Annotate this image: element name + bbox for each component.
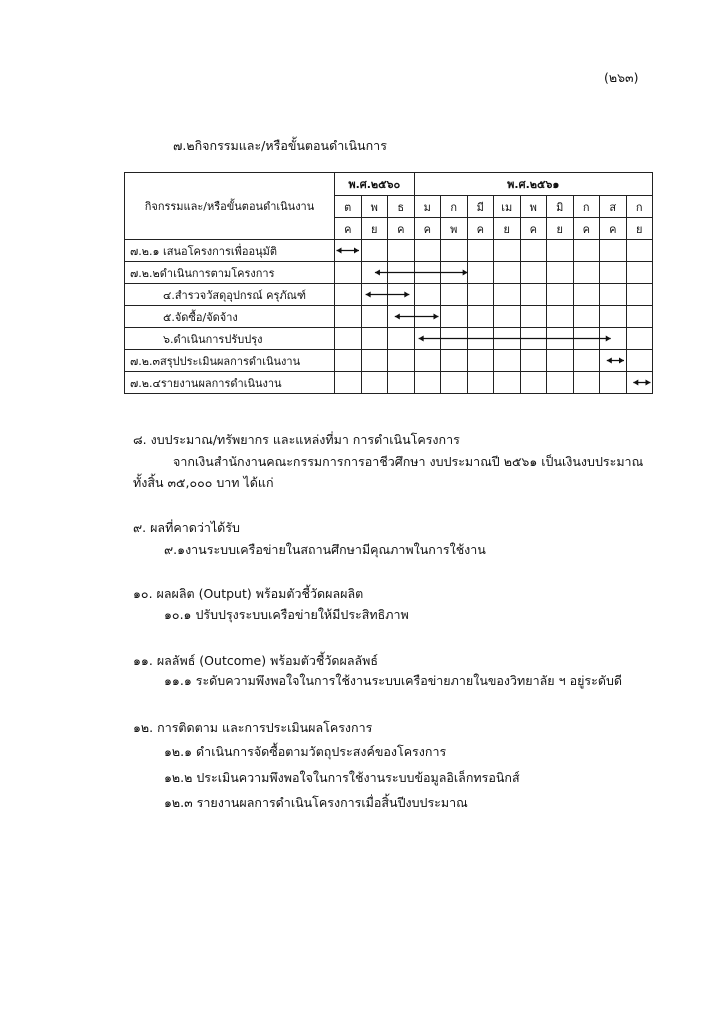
timeline-cell <box>626 328 653 350</box>
timeline-cell <box>547 306 574 328</box>
timeline-cell <box>494 350 521 372</box>
timeline-cell <box>441 328 468 350</box>
timeline-cell <box>414 328 441 350</box>
month-header-cell: พ <box>361 196 388 218</box>
timeline-cell <box>467 350 494 372</box>
section-8-line-1: จากเงินสำนักงานคณะกรรมการการอาชีวศึกษา งบประมาณปี ๒๕๖๑ เป็นเงินงบประมาณ <box>173 454 644 469</box>
month-header-cell: เม <box>494 196 521 218</box>
activity-label: ๔.สำรวจวัสดุอุปกรณ์ ครุภัณฑ์ <box>125 284 335 306</box>
timeline-cell <box>388 372 415 394</box>
gantt-row <box>125 262 653 284</box>
gantt-row <box>125 284 653 306</box>
section-12-title: ๑๒. การติดตาม และการประเมินผลโครงการ <box>133 720 373 735</box>
timeline-cell <box>626 262 653 284</box>
year-header: พ.ศ.๒๕๖๑ <box>414 173 653 196</box>
gantt-row <box>125 240 653 262</box>
timeline-cell <box>335 350 362 372</box>
timeline-cell <box>361 306 388 328</box>
timeline-cell <box>626 350 653 372</box>
gantt-table <box>124 172 653 394</box>
month-header-cell: ค <box>414 218 441 240</box>
month-header-cell: มี <box>467 196 494 218</box>
timeline-cell <box>547 240 574 262</box>
timeline-cell <box>626 284 653 306</box>
activity-column-header: กิจกรรมและ/หรือขั้นตอนดำเนินงาน <box>125 173 335 240</box>
timeline-cell <box>335 284 362 306</box>
timeline-cell <box>494 306 521 328</box>
gantt-row <box>125 372 653 394</box>
timeline-cell <box>600 328 627 350</box>
month-header-cell: ค <box>467 218 494 240</box>
timeline-cell <box>520 240 547 262</box>
timeline-cell <box>573 262 600 284</box>
month-header-cell: ย <box>494 218 521 240</box>
timeline-cell <box>335 240 362 262</box>
timeline-cell <box>441 350 468 372</box>
timeline-cell <box>414 262 441 284</box>
timeline-cell <box>414 372 441 394</box>
page-number: (๒๖๓) <box>604 70 639 85</box>
timeline-cell <box>573 240 600 262</box>
month-header-cell: มิ <box>547 196 574 218</box>
timeline-cell <box>441 372 468 394</box>
timeline-cell <box>494 284 521 306</box>
timeline-cell <box>467 372 494 394</box>
timeline-cell <box>414 350 441 372</box>
gantt-title: ๗.๒กิจกรรมและ/หรือขั้นตอนดำเนินการ <box>173 138 387 153</box>
timeline-cell <box>626 240 653 262</box>
timeline-cell <box>520 350 547 372</box>
timeline-cell <box>494 328 521 350</box>
timeline-cell <box>467 328 494 350</box>
timeline-cell <box>547 328 574 350</box>
timeline-cell <box>414 240 441 262</box>
timeline-cell <box>547 284 574 306</box>
timeline-cell <box>547 350 574 372</box>
section-8-line-2: ทั้งสิ้น ๓๕,๐๐๐ บาท ได้แก่ <box>133 475 274 490</box>
timeline-cell <box>600 372 627 394</box>
section-11-title: ๑๑. ผลลัพธ์ (Outcome) พร้อมตัวชี้วัดผลลัพธ์ <box>133 653 379 668</box>
timeline-cell <box>467 306 494 328</box>
timeline-cell <box>600 306 627 328</box>
timeline-cell <box>467 240 494 262</box>
month-header-cell: ม <box>414 196 441 218</box>
month-header-cell: ค <box>335 218 362 240</box>
activity-label: ๗.๒.๒ดำเนินการตามโครงการ <box>125 262 335 284</box>
timeline-cell <box>441 306 468 328</box>
month-header-cell: ต <box>335 196 362 218</box>
timeline-cell <box>600 262 627 284</box>
timeline-cell <box>626 372 653 394</box>
activity-label: ๗.๒.๑ เสนอโครงการเพื่ออนุมัติ <box>125 240 335 262</box>
timeline-cell <box>520 372 547 394</box>
timeline-cell <box>361 372 388 394</box>
timeline-cell <box>414 306 441 328</box>
month-header-cell: ก <box>626 196 653 218</box>
timeline-cell <box>335 306 362 328</box>
timeline-cell <box>441 262 468 284</box>
section-9-title: ๙. ผลที่คาดว่าได้รับ <box>133 520 240 535</box>
timeline-cell <box>335 372 362 394</box>
month-header-cell: ย <box>626 218 653 240</box>
section-8-title: ๘. งบประมาณ/ทรัพยากร และแหล่งที่มา การดำเนินโครงการ <box>133 432 460 447</box>
gantt-row <box>125 306 653 328</box>
timeline-cell <box>467 284 494 306</box>
timeline-cell <box>573 306 600 328</box>
timeline-cell <box>388 262 415 284</box>
timeline-cell <box>361 350 388 372</box>
timeline-cell <box>361 328 388 350</box>
month-header-cell: พ <box>441 218 468 240</box>
timeline-cell <box>520 328 547 350</box>
timeline-cell <box>573 284 600 306</box>
timeline-cell <box>388 350 415 372</box>
month-header-cell: พ <box>520 196 547 218</box>
timeline-cell <box>441 240 468 262</box>
timeline-cell <box>441 284 468 306</box>
timeline-cell <box>573 350 600 372</box>
gantt-row <box>125 328 653 350</box>
section-10-title: ๑๐. ผลผลิต (Output) พร้อมตัวชี้วัดผลผลิต <box>133 586 364 601</box>
month-header-cell: ส <box>600 196 627 218</box>
timeline-cell <box>520 306 547 328</box>
month-header-cell: ค <box>573 218 600 240</box>
section-10-line-1: ๑๐.๑ ปรับปรุงระบบเครือข่ายให้มีประสิทธิภาพ <box>164 607 409 622</box>
timeline-cell <box>361 240 388 262</box>
month-header-cell: ย <box>361 218 388 240</box>
activity-label: ๗.๒.๓สรุปประเมินผลการดำเนินงาน <box>125 350 335 372</box>
timeline-cell <box>626 306 653 328</box>
timeline-cell <box>494 372 521 394</box>
timeline-cell <box>388 306 415 328</box>
timeline-cell <box>335 328 362 350</box>
timeline-cell <box>600 284 627 306</box>
timeline-cell <box>547 372 574 394</box>
timeline-cell <box>573 328 600 350</box>
timeline-cell <box>388 328 415 350</box>
timeline-cell <box>335 262 362 284</box>
timeline-cell <box>361 262 388 284</box>
month-header-cell: ก <box>573 196 600 218</box>
month-header-cell: ค <box>520 218 547 240</box>
year-header: พ.ศ.๒๕๖๐ <box>335 173 415 196</box>
section-12-line-2: ๑๒.๒ ประเมินความพึงพอใจในการใช้งานระบบข้อมูลอิเล็กทรอนิกส์ <box>164 770 520 785</box>
timeline-cell <box>494 262 521 284</box>
section-12-line-1: ๑๒.๑ ดำเนินการจัดซื้อตามวัตถุประสงค์ของโครงการ <box>164 744 447 759</box>
timeline-cell <box>600 350 627 372</box>
timeline-cell <box>388 284 415 306</box>
gantt-row <box>125 350 653 372</box>
section-11-line-1: ๑๑.๑ ระดับความพึงพอใจในการใช้งานระบบเครือข่ายภายในของวิทยาลัย ฯ อยู่ระดับดี <box>164 673 623 688</box>
timeline-cell <box>573 372 600 394</box>
timeline-cell <box>520 284 547 306</box>
timeline-cell <box>388 240 415 262</box>
timeline-cell <box>467 262 494 284</box>
timeline-cell <box>361 284 388 306</box>
month-header-cell: ธ <box>388 196 415 218</box>
month-header-cell: ก <box>441 196 468 218</box>
activity-label: ๖.ดำเนินการปรับปรุง <box>125 328 335 350</box>
month-header-cell: ค <box>600 218 627 240</box>
activity-label: ๕.จัดซื้อ/จัดจ้าง <box>125 306 335 328</box>
section-9-line-1: ๙.๑งานระบบเครือข่ายในสถานศึกษามีคุณภาพในการใช้งาน <box>164 542 486 557</box>
section-12-line-3: ๑๒.๓ รายงานผลการดำเนินโครงการเมื่อสิ้นปีงบประมาณ <box>164 795 468 810</box>
month-header-cell: ย <box>547 218 574 240</box>
timeline-cell <box>520 262 547 284</box>
timeline-cell <box>547 262 574 284</box>
timeline-cell <box>600 240 627 262</box>
month-header-cell: ค <box>388 218 415 240</box>
timeline-cell <box>414 284 441 306</box>
activity-label: ๗.๒.๔รายงานผลการดำเนินงาน <box>125 372 335 394</box>
timeline-cell <box>494 240 521 262</box>
